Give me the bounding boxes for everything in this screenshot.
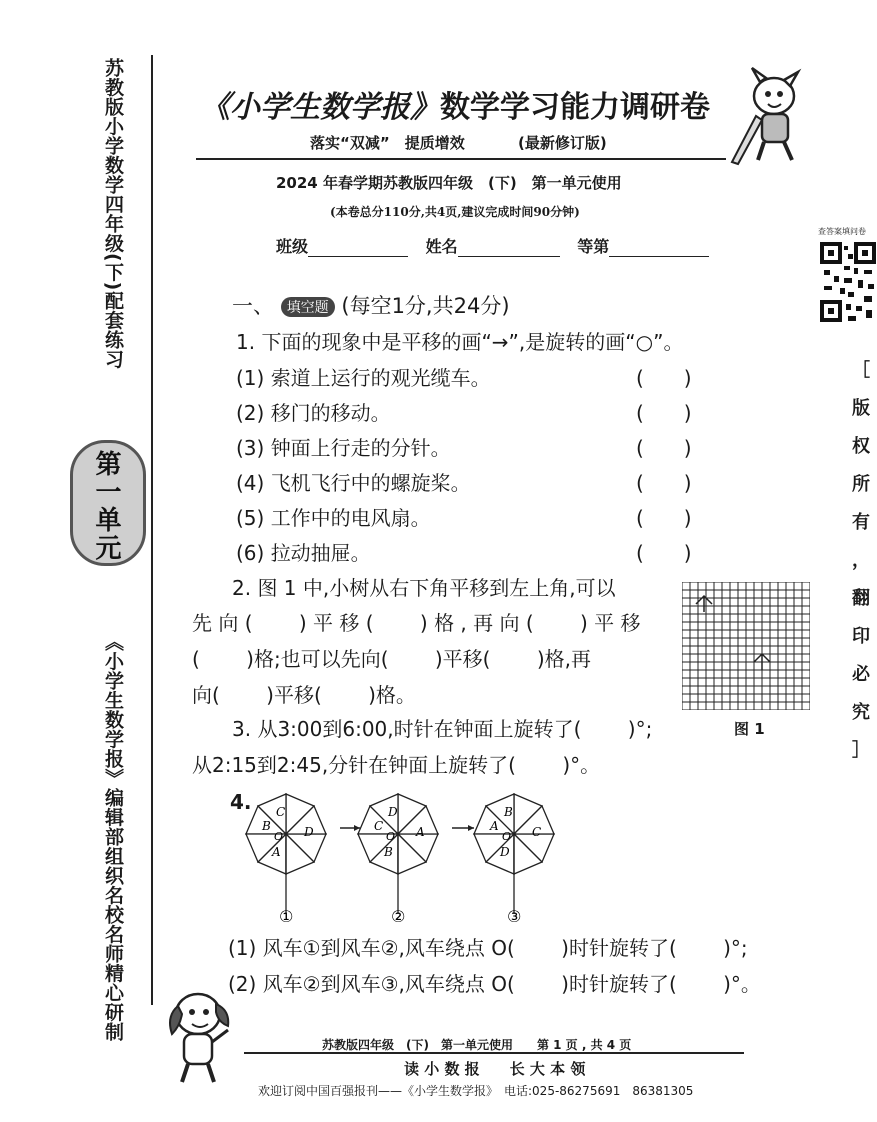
q1-answer-blank[interactable]: ( ) — [636, 541, 692, 565]
q1-item: (1) 索道上运行的观光缆车。 — [236, 366, 491, 390]
exam-note: (本卷总分110分,共4页,建议完成时间90分钟) — [330, 205, 580, 219]
q4-number: 4. — [230, 790, 252, 814]
mascot-dog-icon — [158, 986, 238, 1086]
q1-answer-blank[interactable]: ( ) — [636, 436, 692, 460]
copyright-char: ］ — [852, 740, 870, 761]
q1-item: (6) 拉动抽屉。 — [236, 541, 371, 565]
q2-line-1: 2. 图 1 中,小树从右下角平移到左上角,可以 — [232, 576, 616, 600]
figure1-grid — [682, 582, 810, 710]
q4-pinwheels — [238, 782, 568, 922]
section1-number: 一、 — [232, 294, 274, 318]
footer-rule — [244, 1052, 744, 1054]
pinwheel — [474, 794, 554, 922]
section1-scoring: (每空1分,共24分) — [341, 294, 510, 318]
footer-subscribe: 欢迎订阅中国百强报刊——《小学生数学报》 电话:025-86275691 86381305 — [258, 1084, 694, 1098]
section1-badge: 填空题 — [281, 297, 335, 317]
pinwheel-blade-label: C — [374, 819, 384, 833]
class-input[interactable] — [308, 256, 408, 257]
qr-code-icon[interactable] — [820, 240, 877, 328]
q1-item: (3) 钟面上行走的分针。 — [236, 436, 451, 460]
q3-line-2: 从2:15到2:45,分针在钟面上旋转了( )°。 — [192, 753, 601, 777]
copyright-char: ［ — [852, 360, 870, 381]
q3-line-1: 3. 从3:00到6:00,时针在钟面上旋转了( )°; — [232, 717, 653, 741]
figure1-caption: 图 1 — [734, 720, 765, 738]
grade-input[interactable] — [609, 256, 709, 257]
copyright-char: 必 — [852, 664, 870, 685]
side-editor-label: 《小学生数学报》编辑部组织名校名师精心研制 — [102, 632, 124, 1042]
side-series-label: 苏教版小学数学四年级(下)配套练习 — [102, 58, 124, 369]
copyright-char: 所 — [852, 474, 870, 495]
qr-caption: 查答案填问卷 — [818, 227, 866, 236]
header-rule — [196, 158, 726, 160]
arrow-icon — [340, 825, 360, 831]
pinwheel — [246, 794, 326, 922]
pinwheel-number: ① — [279, 907, 294, 922]
section1-heading — [232, 290, 510, 320]
q1-answer-blank[interactable]: ( ) — [636, 366, 692, 390]
q1-answer-blank[interactable]: ( ) — [636, 401, 692, 425]
pinwheel-blade-label: B — [262, 819, 271, 833]
copyright-char: 有 — [852, 512, 870, 533]
copyright-char: 版 — [852, 398, 870, 419]
pinwheel-center-label: O — [502, 830, 512, 843]
brand-title: 《小学生数学报》 — [200, 90, 440, 125]
q1-item: (5) 工作中的电风扇。 — [236, 506, 431, 530]
pinwheel — [358, 794, 438, 922]
pinwheel-number: ② — [391, 907, 406, 922]
q2-line-2: 先 向 ( ) 平 移 ( ) 格 , 再 向 ( ) 平 移 — [192, 611, 641, 635]
margin-rule — [151, 55, 153, 1005]
q4-sub-1: (1) 风车①到风车②,风车绕点 O( )时针旋转了( )°; — [228, 936, 748, 960]
copyright-char: 权 — [852, 436, 870, 457]
grade-label: 等第 — [577, 237, 610, 256]
name-input[interactable] — [458, 256, 560, 257]
pinwheel-blade-label: D — [304, 825, 314, 839]
title-rest: 数学学习能力调研卷 — [440, 90, 710, 125]
pinwheel-blade-label: A — [416, 825, 425, 839]
copyright-char: 印 — [852, 626, 870, 647]
copyright-char: 翻 — [852, 588, 870, 609]
unit-badge-label: 第一单元 — [91, 450, 121, 562]
q1-stem: 1. 下面的现象中是平移的画“→”,是旋转的画“○”。 — [236, 330, 684, 354]
student-fields — [276, 234, 709, 257]
slogan: 落实“双减” 提质增效 — [310, 134, 465, 152]
footer-motto: 读 小 数 报 长 大 本 领 — [404, 1060, 586, 1078]
q1-answer-blank[interactable]: ( ) — [636, 471, 692, 495]
copyright-char: ， — [852, 550, 870, 571]
q1-answer-blank[interactable]: ( ) — [636, 506, 692, 530]
page-title — [200, 82, 710, 126]
footer-page-info: 苏教版四年级 (下) 第一单元使用 第 1 页 , 共 4 页 — [322, 1038, 632, 1052]
term-info: 2024 年春学期苏教版四年级 (下) 第一单元使用 — [276, 174, 622, 192]
name-label: 姓名 — [425, 237, 458, 256]
copyright-char: 究 — [852, 702, 870, 723]
pinwheel-blade-label: D — [388, 805, 398, 819]
pinwheel-blade-label: A — [490, 819, 499, 833]
copyright-notice — [846, 356, 876, 774]
pinwheel-blade-label: C — [532, 825, 542, 839]
arrow-icon — [452, 825, 474, 831]
pinwheel-center-label: O — [386, 830, 396, 843]
q4-sub-2: (2) 风车②到风车③,风车绕点 O( )时针旋转了( )°。 — [228, 972, 761, 996]
class-label: 班级 — [276, 237, 309, 256]
edition: (最新修订版) — [518, 134, 607, 152]
pinwheel-number: ③ — [507, 907, 522, 922]
mascot-pencil-icon — [726, 66, 816, 166]
q1-item: (4) 飞机飞行中的螺旋桨。 — [236, 471, 471, 495]
pinwheel-blade-label: A — [272, 845, 281, 859]
q1-item: (2) 移门的移动。 — [236, 401, 391, 425]
pinwheel-center-label: O — [274, 830, 284, 843]
pinwheel-blade-label: B — [384, 845, 393, 859]
pinwheel-blade-label: B — [504, 805, 513, 819]
q2-line-4: 向( )平移( )格。 — [192, 683, 416, 707]
pinwheel-blade-label: D — [500, 845, 510, 859]
pinwheel-blade-label: C — [276, 805, 286, 819]
q2-line-3: ( )格;也可以先向( )平移( )格,再 — [192, 647, 591, 671]
